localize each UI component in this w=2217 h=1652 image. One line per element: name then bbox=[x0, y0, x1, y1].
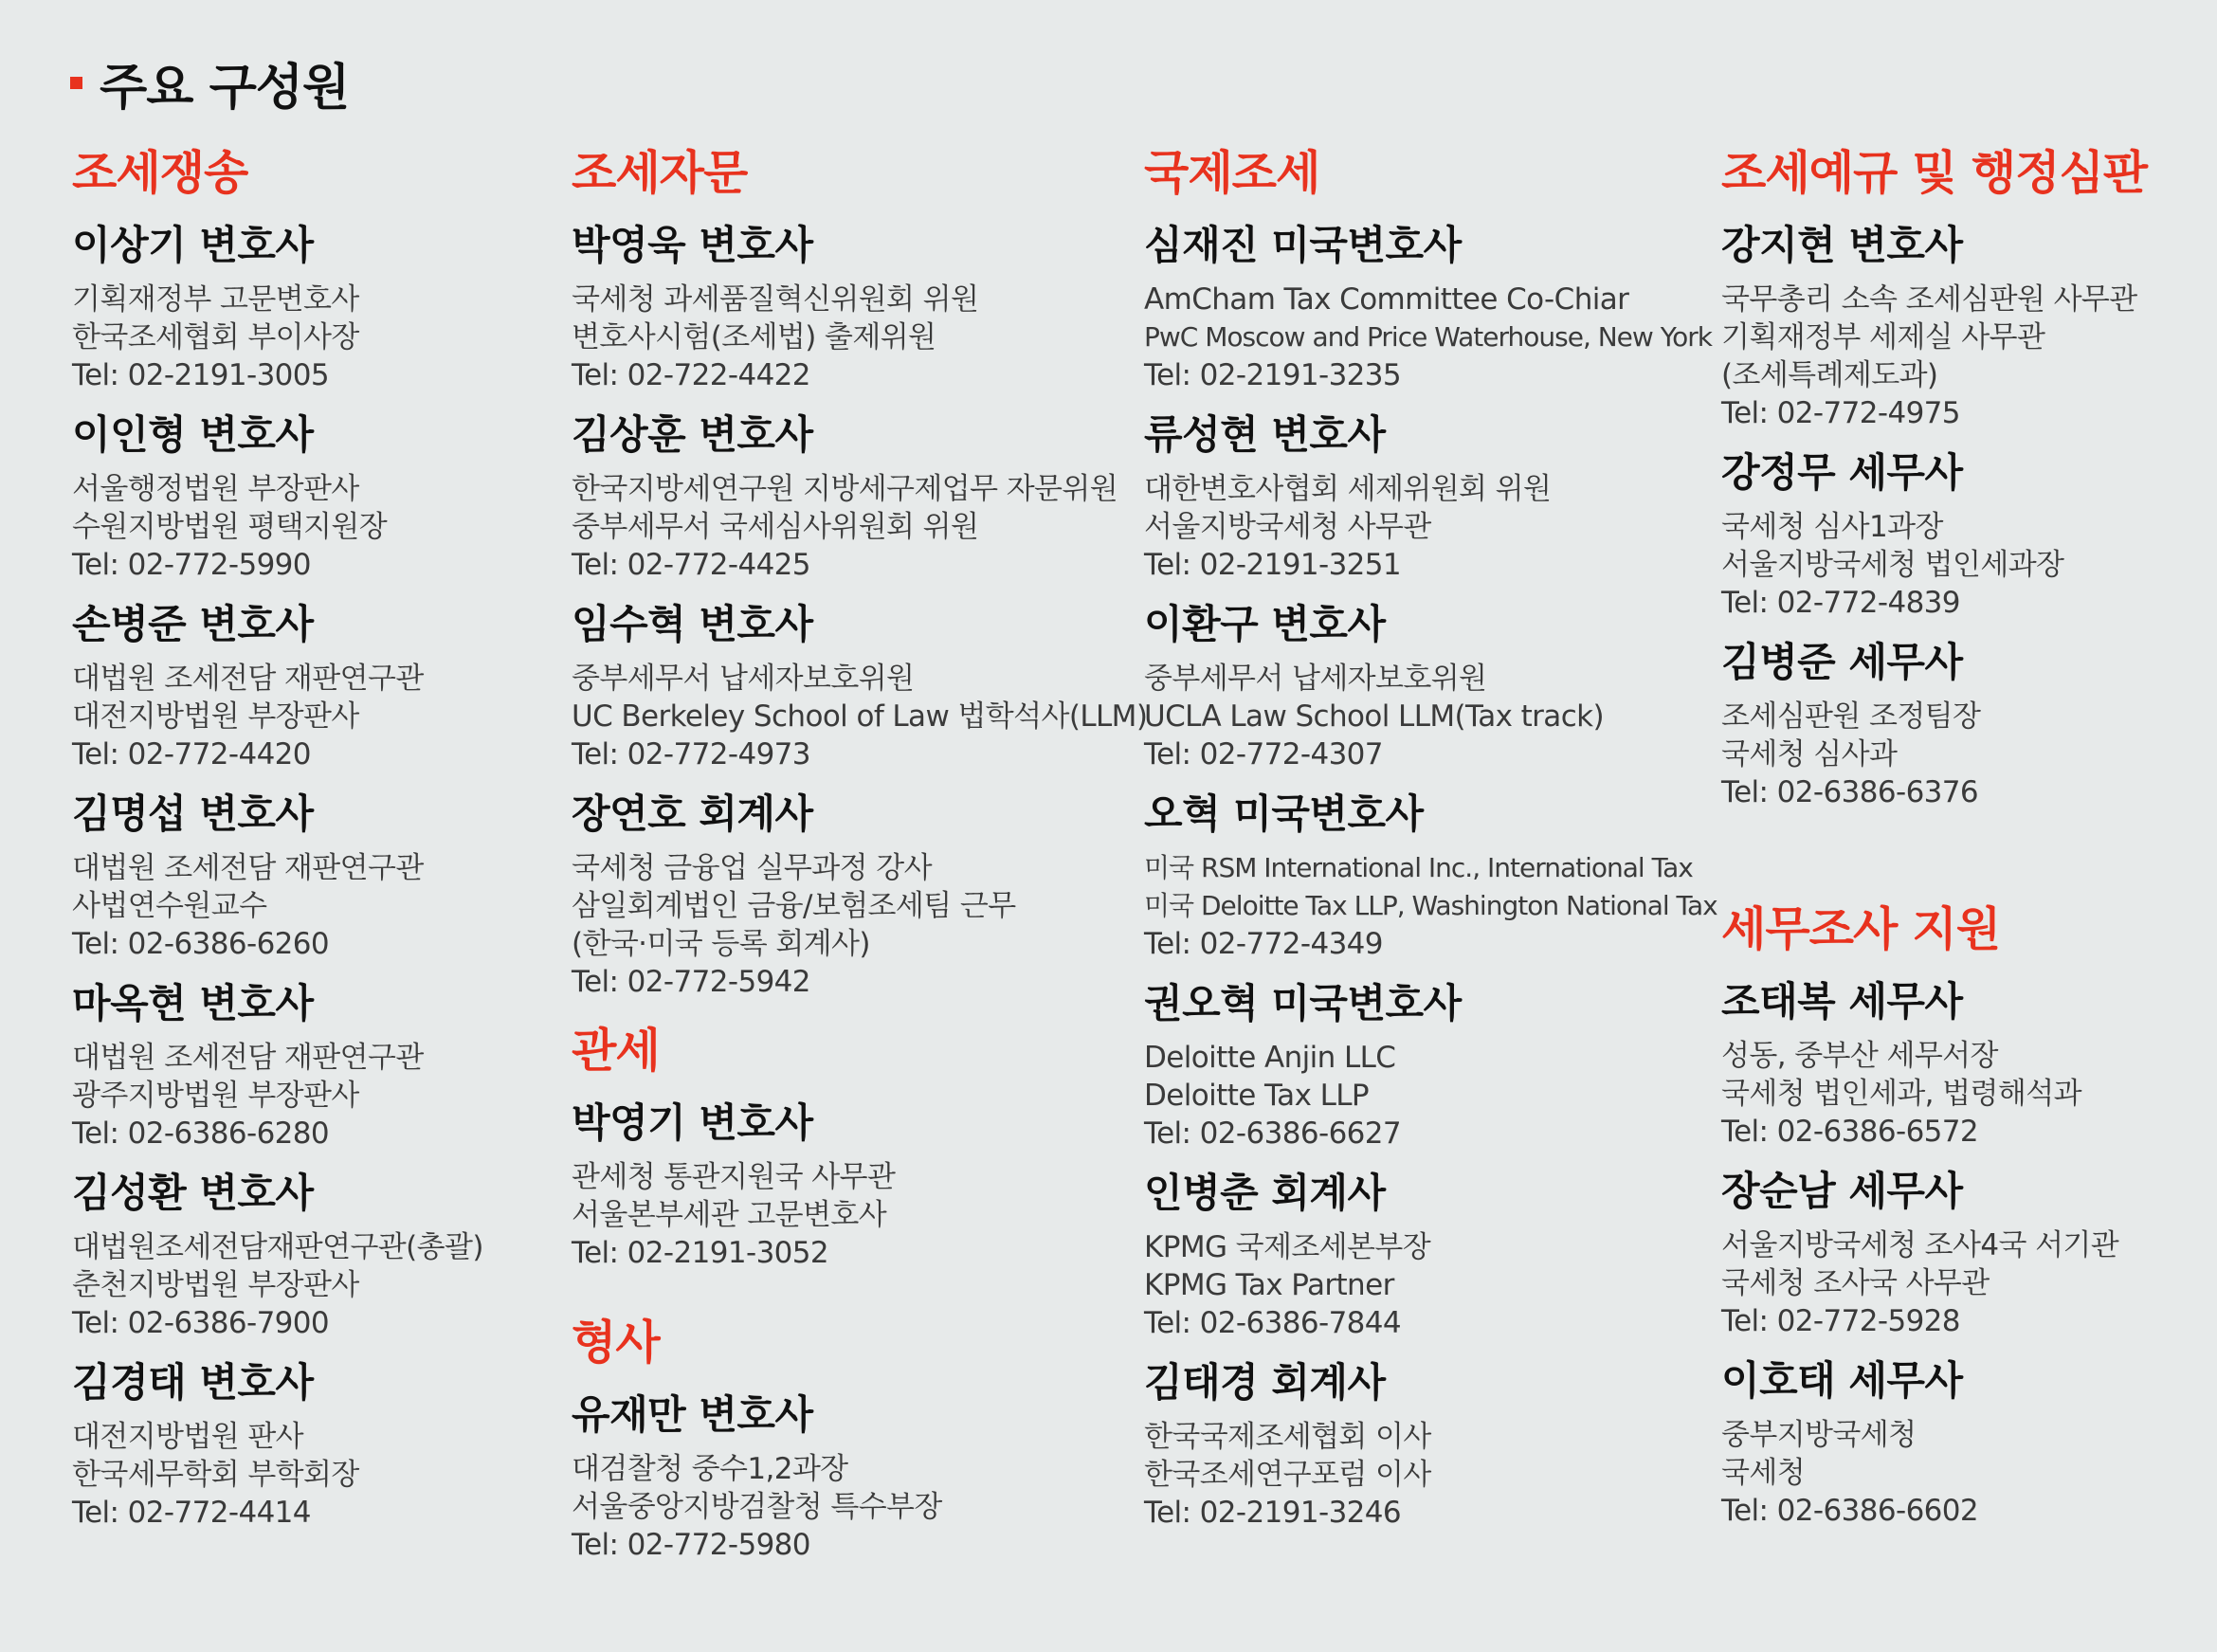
member-card bbox=[1721, 1168, 2147, 1340]
member-career-line: 서울지방국세청 조사4국 서기관 bbox=[1721, 1228, 2119, 1262]
member-name: 김태경 회계사 bbox=[1144, 1359, 1386, 1406]
member-card bbox=[72, 411, 483, 584]
member-career-line: 한국세무학회 부학회장 bbox=[72, 1458, 359, 1492]
page-title: 주요 구성원 bbox=[100, 60, 350, 117]
section-title: 형사 bbox=[572, 1316, 660, 1370]
member-name: 김경태 변호사 bbox=[72, 1359, 314, 1406]
member-career-line: 서울중앙지방검찰청 특수부장 bbox=[572, 1490, 942, 1524]
member-phone: Tel: 02-2191-3235 bbox=[1144, 358, 1402, 392]
member-career-line: 대법원조세전담재판연구관(총괄) bbox=[72, 1230, 483, 1264]
member-name: 임수혁 변호사 bbox=[572, 601, 813, 647]
member-phone: Tel: 02-6386-6376 bbox=[1721, 775, 1979, 809]
member-name: 이인형 변호사 bbox=[72, 411, 314, 458]
member-phone: Tel: 02-772-4425 bbox=[572, 548, 810, 582]
member-career-line: 중부세무서 국세심사위원회 위원 bbox=[572, 510, 979, 544]
section-title: 세무조사 지원 bbox=[1721, 902, 2001, 956]
member-career-line: 한국조세협회 부이사장 bbox=[72, 320, 359, 354]
member-phone: Tel: 02-6386-6627 bbox=[1144, 1116, 1402, 1151]
member-career-line: AmCham Tax Committee Co-Chiar bbox=[1144, 282, 1629, 317]
section-title: 조세예규 및 행정심판 bbox=[1721, 146, 2148, 200]
member-career-line: 기획재정부 고문변호사 bbox=[72, 282, 359, 317]
member-career-line: 대법원 조세전담 재판연구관 bbox=[72, 851, 424, 885]
member-card bbox=[572, 222, 1147, 394]
member-career-line: UC Berkeley School of Law 법학석사(LLM) bbox=[572, 699, 1148, 734]
member-career-line: 한국국제조세협회 이사 bbox=[1144, 1420, 1431, 1454]
member-phone: Tel: 02-772-5990 bbox=[72, 548, 311, 582]
member-career-line: 대전지방법원 판사 bbox=[72, 1420, 304, 1454]
section-0-0 bbox=[72, 146, 483, 1532]
member-career-line: 대법원 조세전담 재판연구관 bbox=[72, 662, 424, 696]
member-phone: Tel: 02-772-4307 bbox=[1144, 737, 1383, 772]
member-career-line: 미국 Deloitte Tax LLP, Washington National Tax bbox=[1144, 890, 1717, 921]
member-career-line: 춘천지방법원 부장판사 bbox=[72, 1268, 359, 1302]
member-card bbox=[72, 601, 483, 773]
member-name: 권오혁 미국변호사 bbox=[1144, 980, 1462, 1026]
member-card bbox=[1721, 978, 2147, 1151]
member-career-line: 국세청 bbox=[1721, 1456, 1806, 1490]
section-2-0 bbox=[1144, 146, 1717, 1532]
column-advisory bbox=[572, 146, 1148, 1564]
member-card bbox=[72, 980, 483, 1153]
member-career-line: 수원지방법원 평택지원장 bbox=[72, 510, 388, 544]
member-name: 이상기 변호사 bbox=[72, 222, 314, 268]
column-litigation bbox=[72, 146, 483, 1532]
member-career-line: 미국 RSM International Inc., International Tax bbox=[1144, 852, 1693, 883]
member-card bbox=[1144, 980, 1717, 1153]
member-career-line: KPMG 국제조세본부장 bbox=[1144, 1230, 1431, 1264]
member-career-line: KPMG Tax Partner bbox=[1144, 1268, 1394, 1302]
member-name: 이환구 변호사 bbox=[1144, 601, 1386, 647]
member-career-line: 대법원 조세전담 재판연구관 bbox=[72, 1041, 424, 1075]
member-name: 김병준 세무사 bbox=[1721, 639, 1963, 685]
member-career-line: 중부세무서 납세자보호위원 bbox=[572, 662, 915, 696]
section-1-2 bbox=[572, 1316, 1147, 1564]
member-phone: Tel: 02-722-4422 bbox=[572, 358, 810, 392]
member-card bbox=[72, 1170, 483, 1342]
section-title: 조세쟁송 bbox=[72, 146, 248, 200]
member-phone: Tel: 02-772-4420 bbox=[72, 737, 311, 772]
member-name: 김상훈 변호사 bbox=[572, 411, 813, 458]
member-phone: Tel: 02-2191-3246 bbox=[1144, 1496, 1402, 1530]
member-name: 마옥현 변호사 bbox=[72, 980, 314, 1026]
section-3-0 bbox=[1721, 146, 2148, 811]
member-phone: Tel: 02-772-4973 bbox=[572, 737, 810, 772]
member-name: 김성환 변호사 bbox=[72, 1170, 314, 1216]
member-phone: Tel: 02-772-4349 bbox=[1144, 927, 1383, 961]
member-phone: Tel: 02-772-4414 bbox=[72, 1496, 311, 1530]
section-title: 국제조세 bbox=[1144, 146, 1320, 200]
member-career-line: 한국조세연구포럼 이사 bbox=[1144, 1458, 1431, 1492]
member-career-line: 사법연수원교수 bbox=[72, 889, 267, 923]
member-career-line: 대검찰청 중수1,2과장 bbox=[572, 1452, 848, 1486]
member-career-line: UCLA Law School LLM(Tax track) bbox=[1144, 699, 1604, 734]
member-career-line: 서울지방국세청 사무관 bbox=[1144, 510, 1431, 544]
member-name: 강지현 변호사 bbox=[1721, 222, 1963, 268]
member-career-line: 서울지방국세청 법인세과장 bbox=[1721, 548, 2064, 582]
member-card bbox=[1144, 411, 1717, 584]
member-phone: Tel: 02-6386-6572 bbox=[1721, 1115, 1979, 1149]
member-name: 박영욱 변호사 bbox=[572, 222, 813, 268]
member-career-line: 국세청 법인세과, 법령해석과 bbox=[1721, 1077, 2081, 1111]
member-phone: Tel: 02-6386-6260 bbox=[72, 927, 330, 961]
member-phone: Tel: 02-6386-6280 bbox=[72, 1116, 330, 1151]
column-international-tax bbox=[1144, 146, 1717, 1532]
member-name: 장연호 회계사 bbox=[572, 790, 813, 837]
member-phone: Tel: 02-2191-3251 bbox=[1144, 548, 1402, 582]
member-career-line: 국세청 심사1과장 bbox=[1721, 510, 1943, 544]
title-marker-icon bbox=[70, 77, 82, 89]
member-phone: Tel: 02-2191-3052 bbox=[572, 1236, 829, 1270]
member-card bbox=[1144, 1170, 1717, 1342]
section-title: 관세 bbox=[572, 1024, 660, 1078]
member-career-line: 국무총리 소속 조세심판원 사무관 bbox=[1721, 282, 2137, 317]
member-career-line: 중부세무서 납세자보호위원 bbox=[1144, 662, 1487, 696]
column-rulings-appeals bbox=[1721, 146, 2148, 1530]
member-phone: Tel: 02-6386-6602 bbox=[1721, 1494, 1979, 1528]
member-card bbox=[1144, 790, 1717, 963]
member-career-line: 변호사시험(조세법) 출제위원 bbox=[572, 320, 936, 354]
member-card bbox=[572, 601, 1148, 773]
member-phone: Tel: 02-772-4975 bbox=[1721, 396, 1960, 430]
member-name: 김명섭 변호사 bbox=[72, 790, 314, 837]
member-card bbox=[1144, 601, 1717, 773]
member-name: 유재만 변호사 bbox=[572, 1391, 813, 1438]
member-career-line: Deloitte Anjin LLC bbox=[1144, 1041, 1396, 1075]
member-card bbox=[1144, 222, 1717, 394]
member-phone: Tel: 02-6386-7900 bbox=[72, 1306, 330, 1340]
member-card bbox=[572, 1099, 1147, 1272]
member-phone: Tel: 02-772-5928 bbox=[1721, 1304, 1960, 1338]
member-name: 조태복 세무사 bbox=[1721, 978, 1963, 1025]
member-name: 류성현 변호사 bbox=[1144, 411, 1386, 458]
member-career-line: (한국·미국 등록 회계사) bbox=[572, 927, 870, 961]
section-1-1 bbox=[572, 1024, 1147, 1272]
member-card bbox=[572, 790, 1147, 1001]
member-phone: Tel: 02-772-4839 bbox=[1721, 586, 1960, 620]
member-card bbox=[1721, 1357, 2147, 1530]
member-phone: Tel: 02-772-5942 bbox=[572, 965, 810, 999]
member-career-line: 국세청 심사과 bbox=[1721, 737, 1898, 772]
member-career-line: 서울본부세관 고문변호사 bbox=[572, 1198, 887, 1232]
member-card bbox=[1144, 1359, 1717, 1532]
member-name: 심재진 미국변호사 bbox=[1144, 222, 1462, 268]
member-career-line: PwC Moscow and Price Waterhouse, New York bbox=[1144, 321, 1712, 353]
member-name: 강정무 세무사 bbox=[1721, 449, 1963, 496]
member-career-line: 대전지방법원 부장판사 bbox=[72, 699, 359, 734]
member-card bbox=[1721, 639, 2147, 811]
member-card bbox=[72, 222, 483, 394]
member-career-line: (조세특례제도과) bbox=[1721, 358, 1938, 392]
member-card bbox=[1721, 449, 2147, 622]
member-name: 인병춘 회계사 bbox=[1144, 1170, 1386, 1216]
member-card bbox=[72, 790, 483, 963]
member-career-line: 조세심판원 조정팀장 bbox=[1721, 699, 1981, 734]
member-career-line: 관세청 통관지원국 사무관 bbox=[572, 1160, 896, 1194]
member-name: 박영기 변호사 bbox=[572, 1099, 813, 1146]
member-career-line: Deloitte Tax LLP bbox=[1144, 1079, 1370, 1113]
member-career-line: 서울행정법원 부장판사 bbox=[72, 472, 359, 506]
member-career-line: 기획재정부 세제실 사무관 bbox=[1721, 320, 2045, 354]
member-phone: Tel: 02-2191-3005 bbox=[72, 358, 330, 392]
member-card bbox=[1721, 222, 2147, 432]
member-name: 손병준 변호사 bbox=[72, 601, 314, 647]
member-career-line: 한국지방세연구원 지방세구제업무 자문위원 bbox=[572, 472, 1118, 506]
member-phone: Tel: 02-6386-7844 bbox=[1144, 1306, 1402, 1340]
member-card bbox=[72, 1359, 483, 1532]
member-career-line: 국세청 금융업 실무과정 강사 bbox=[572, 851, 932, 885]
section-title: 조세자문 bbox=[572, 146, 748, 200]
member-career-line: 국세청 조사국 사무관 bbox=[1721, 1266, 1990, 1300]
member-career-line: 대한변호사협회 세제위원회 위원 bbox=[1144, 472, 1552, 506]
member-phone: Tel: 02-772-5980 bbox=[572, 1528, 810, 1562]
member-name: 이호태 세무사 bbox=[1721, 1357, 1963, 1404]
member-name: 장순남 세무사 bbox=[1721, 1168, 1963, 1214]
member-career-line: 광주지방법원 부장판사 bbox=[72, 1079, 359, 1113]
member-career-line: 삼일회계법인 금융/보험조세팀 근무 bbox=[572, 889, 1016, 923]
member-career-line: 국세청 과세품질혁신위원회 위원 bbox=[572, 282, 979, 317]
member-career-line: 성동, 중부산 세무서장 bbox=[1721, 1039, 1998, 1073]
section-3-1 bbox=[1721, 902, 2147, 1530]
member-career-line: 중부지방국세청 bbox=[1721, 1418, 1917, 1452]
member-name: 오혁 미국변호사 bbox=[1144, 790, 1424, 837]
member-card bbox=[572, 411, 1147, 584]
page-header bbox=[70, 47, 349, 118]
member-card bbox=[572, 1391, 1147, 1564]
section-1-0 bbox=[572, 146, 1148, 1001]
